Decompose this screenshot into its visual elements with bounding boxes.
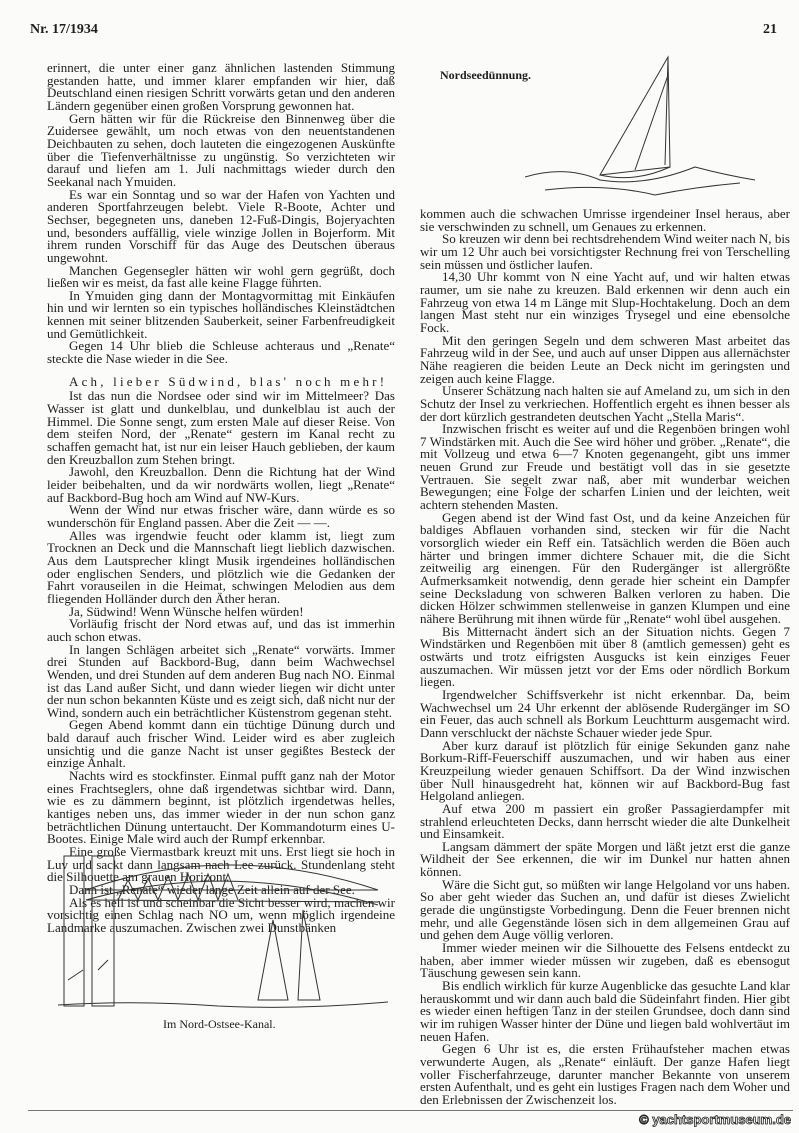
paragraph: Alles was irgendwie feucht oder klamm ist, liegt zum Trocknen an Deck und die Mannschaft liegt lieblich dazwischen. Aus dem Lautsprecher klingt Musik irgendeines holländischen oder englischen Senders, und plötzlich wie die Gedanken der Fahrt vorauseilen in die Heimat, schwingen Melodien aus dem fliegenden Holländer durch den Äther heran.	[47, 527, 395, 606]
paragraph: Wäre die Sicht gut, so müßten wir lange Helgoland vor uns haben. So aber geht wieder das Suchen an, und dafür ist dieses Zwielicht gerade die ungünstigste Vorbedingung. Denn die Feuer brennen nicht mehr, und alle Gegenstände lösen sich in dem allgemeinen Grau auf und gehen dem Auge völlig verloren.	[420, 876, 790, 943]
illustration-caption: Im Nord-Ostsee-Kanal.	[163, 1017, 276, 1031]
paragraph: So kreuzen wir denn bei rechtsdrehendem Wind weiter nach N, bis wir um 12 Uhr auch bei vorsichtigster Rechnung frei von Terschelling sein müssen und östlicher laufen.	[420, 231, 790, 272]
paragraph: Immer wieder meinen wir die Silhouette des Felsens entdeckt zu haben, aber immer wieder müssen wir zugeben, daß es ebensogut Täuschung gewesen sein kann.	[420, 940, 790, 981]
paragraph: Gegen abend ist der Wind fast Ost, und da keine Anzeichen für baldiges Abflauen vorhanden sind, stecken wir für die Nacht vorsorglich wieder ein Reff ein. Tatsächlich werden die Böen auch härter und bringen immer dichtere Schauer mit, die die Sicht zeitweilig arg einengen. Für den Rudergänger ist allergrößte Aufmerksamkeit notwendig, denn gerade hier scheint ein Dampfer seine Decksladung von schweren Balken verloren zu haben. Die dicken Hölzer schwimmen stellenweise in ganzen Klumpen und eine nähere Berührung mit ihnen würde für „Renate“ wohl übel ausgehen.	[420, 509, 790, 626]
section-heading: Ach, lieber Südwind, blas' noch mehr!	[69, 373, 388, 389]
sailboat-illustration	[525, 55, 765, 205]
paragraph: Gegen 14 Uhr blieb die Schleuse achteraus und „Renate“ steckte die Nase wieder in die See.	[47, 338, 395, 367]
canal-bridge-illustration	[58, 850, 388, 1015]
paragraph: Langsam dämmert der späte Morgen und läßt jetzt erst die ganze Wildheit der See erkennen, die wir im Dunkel nur hatten ahnen können.	[420, 838, 790, 880]
right-column	[420, 208, 790, 1107]
paragraph: In Ymuiden ging dann der Montagvormittag mit Einkäufen hin und wir lernten so ein typisches holländisches Kleinstädtchen kennen mit seiner blitzenden Sauberkeit, seiner Farbenfreudigkeit und Gemütlichkeit.	[47, 287, 395, 341]
paragraph: Bis endlich wirklich für kurze Augenblicke das gesuchte Land klar herauskommt und wir dann auch bald die Südeinfahrt finden. Hier gibt es wieder einen heftigen Tanz in der steilen Grundsee, doch dann sind wir im ruhigen Wasser hinter der Düne und liegen bald wohlvertäut im neuen Hafen.	[420, 978, 790, 1044]
paragraph: Eine große Viermastbark kreuzt mit uns. Erst liegt sie hoch in Luv und sackt dann langsam nach Lee zurück. Stundenlang steht die Silhouette am grauen Horizont.	[47, 844, 395, 885]
paragraph: Gegen Abend kommt dann ein tüchtige Dünung durch und bald darauf auch frischer Wind. Leider wird es aber zugleich unsichtig und die ganze Nacht ist unser gegißtes Besteck der einzige Anhalt.	[47, 717, 395, 771]
left-column	[47, 62, 395, 935]
paragraph: Als es hell ist und scheinbar die Sicht besser wird, machen wir vorsichtig einen Schlag nach NO um, wenn möglich irgendeine Landmarke auszumachen. Zwischen zwei Dunstbänken	[47, 894, 395, 935]
paragraph: Ist das nun die Nordsee oder sind wir im Mittelmeer? Das Wasser ist glatt und dunkelblau, und dunkelblau ist auch der Himmel. Die Sonne sengt, zum ersten Male auf dieser Reise. Von dem steifen Nord, der „Renate“ gestern im Kanal recht zu schaffen gemacht hat, ist nur ein leiser Hauch geblieben, der kaum den Kreuzballon zum Stehen bringt.	[47, 388, 395, 467]
issue-number: Nr. 17/1934	[30, 22, 98, 37]
paragraph: Es war ein Sonntag und so war der Hafen von Yachten und anderen Sportfahrzeugen belebt. Viele R-Boote, Achter und Sechser, begegneten uns, daneben 12-Fuß-Dingis, Bojeryachten und, besonders auffällig, viele winzige Jollen in Bojerform. Mit ihrem runden Vorschiff für das Auge des Deutschen überaus ungewohnt.	[47, 186, 395, 265]
paragraph: Irgendwelcher Schiffsverkehr ist nicht erkennbar. Da, beim Wachwechsel um 24 Uhr erkennt der ablösende Rudergänger im SO ein Feuer, das auch schnell als Borkum Leuchtturm ausgemacht wird. Dann verschluckt der nächste Schauer wieder jede Spur.	[420, 686, 790, 740]
paragraph: Nachts wird es stockfinster. Einmal pufft ganz nah der Motor eines Frachtseglers, ohne daß irgendetwas sichtbar wird. Dann, wie es zu dämmern beginnt, ist plötzlich irgendetwas helles, kantiges neben uns, das immer wieder in der nun schon ganz beträchtlichen Dünung untertaucht. Der Kommandoturm eines U-Bootes. Einige Male wird auch der Rumpf erkennbar.	[47, 768, 395, 847]
paragraph: Dann ist „Renate“ wieder lange Zeit allein auf der See.	[69, 882, 355, 897]
paragraph: Inzwischen frischt es weiter auf und die Regenböen bringen wohl 7 Windstärken mit. Auch die See wird höher und gröber. „Renate“, die mit Vollzeug und etwa 6—7 Knoten gegenangeht, gibt uns immer neuen Grund zur Freude und bestätigt voll das in sie gesetzte Vertrauen. Sie segelt zwar naß, aber mit wunderbar weichen Bewegungen; eine Folge der scharfen Linien und der leichten, weit achtern stehenden Masten.	[420, 421, 790, 513]
footer-rule	[28, 1110, 793, 1111]
paragraph: Unserer Schätzung nach halten sie auf Ameland zu, um sich in den Schutz der Insel zu verkriechen. Hoffentlich ergeht es ihnen besser als der dort kürzlich gestrandeten deutschen Yacht „Stella Maris“.	[420, 383, 790, 424]
paragraph: 14,30 Uhr kommt von N eine Yacht auf, und wir halten etwas raumer, um sie nahe zu kreuzen. Bald erkennen wir denn auch ein Fahrzeug von etwa 14 m Länge mit Slup-Hochtakelung. Doch an dem langen Mast steht nur ein winziges Trysegel und eine ebensolche Fock.	[420, 269, 790, 335]
paragraph: Mit den geringen Segeln und dem schweren Mast arbeitet das Fahrzeug wild in der See, und auch auf unser Dippen aus allernächster Nähe reagieren die beiden Leute an Deck nicht im geringsten und zeigen auch keine Flagge.	[420, 332, 790, 386]
paragraph: Manchen Gegensegler hätten wir wohl gern gegrüßt, doch ließen wir es meist, da fast alle keine Flagge führten.	[47, 262, 395, 291]
illustration-caption: Nordseedünnung.	[440, 68, 532, 82]
paragraph: kommen auch die schwachen Umrisse irgendeiner Insel heraus, aber sie verschwinden zu schnell, um Genaues zu erkennen.	[420, 206, 790, 234]
paragraph: Ja, Südwind! Wenn Wünsche helfen würden!	[69, 603, 304, 619]
paragraph: Bis Mitternacht ändert sich an der Situation nichts. Gegen 7 Windstärken und Regenböen mit über 8 (amtlich gemessen) geht es ostwärts und trotz eifrigsten Ausgucks ist kein einziges Feuer auszumachen. Wir müssen jetzt vor der Ems oder nördlich Borkum liegen.	[420, 623, 790, 690]
watermark: © yachtsportmuseum.de	[639, 1112, 791, 1127]
paragraph: Aber kurz darauf ist plötzlich für einige Sekunden ganz nahe Borkum-Riff-Feuerschiff auszumachen, und wir haben aus einer Kreuzpeilung wieder genauen Schiffsort. Da der Wind inzwischen über Null hinausgedreht hat, können wir auf Backbord-Bug fast Helgoland anliegen.	[420, 737, 790, 804]
paragraph: Gegen 6 Uhr ist es, die ersten Frühaufsteher machen etwas verwunderte Augen, als „Renate“ einläuft. Der ganze Hafen liegt voller Fischerfahrzeuge, darunter mancher Bekannte von unserem ersten Aufenthalt, und es geht ein lustiges Fragen nach dem Woher und den Erlebnissen der Zwischenzeit los.	[420, 1041, 790, 1107]
paragraph: In langen Schlägen arbeitet sich „Renate“ vorwärts. Immer drei Stunden auf Backbord-Bug, dann beim Wachwechsel Wenden, und drei Stunden auf dem anderen Bug nach NO. Einmal ist das Land außer Sicht, und dann wieder liegen wir dicht unter der nun schon bekannten Küste und es zeigt sich, daß nicht nur der Wind, sondern auch ein beträchtlicher Küstenstrom gegenan steht.	[47, 641, 395, 720]
paragraph: erinnert, die unter einer ganz ähnlichen lastenden Stimmung gestanden hatte, und immer klarer empfanden wir hier, daß Deutschland einen riesigen Schritt vorwärts getan und den anderen Ländern gegenüber einen großen Vorsprung gewonnen hat.	[47, 60, 395, 113]
paragraph: Gern hätten wir für die Rückreise den Binnenweg über die Zuidersee gewählt, um noch etwas von den neuentstandenen Deichbauten zu sehen, doch lauteten die eingezogenen Auskünfte über die Tiefenverhältnisse zu ungünstig. So verzichteten wir darauf und liefen am 1. Juli nachmittags wieder durch den Seekanal nach Ymuiden.	[47, 110, 395, 189]
page-number: 21	[763, 22, 777, 37]
paragraph: Auf etwa 200 m passiert ein großer Passagierdampfer mit strahlend erleuchteten Decks, dann herrscht wieder die alte Dunkelheit und Einsamkeit.	[420, 800, 790, 842]
paragraph: Vorläufig frischt der Nord etwas auf, und das ist immerhin auch schon etwas.	[47, 616, 395, 644]
paragraph: Wenn der Wind nur etwas frischer wäre, dann würde es so wunderschön für England passen. Aber die Zeit — —.	[47, 502, 395, 530]
paragraph: Jawohl, den Kreuzballon. Denn die Richtung hat der Wind leider beibehalten, und da wir nordwärts wollen, liegt „Renate“ auf Backbord-Bug hoch am Wind auf NW-Kurs.	[47, 464, 395, 505]
